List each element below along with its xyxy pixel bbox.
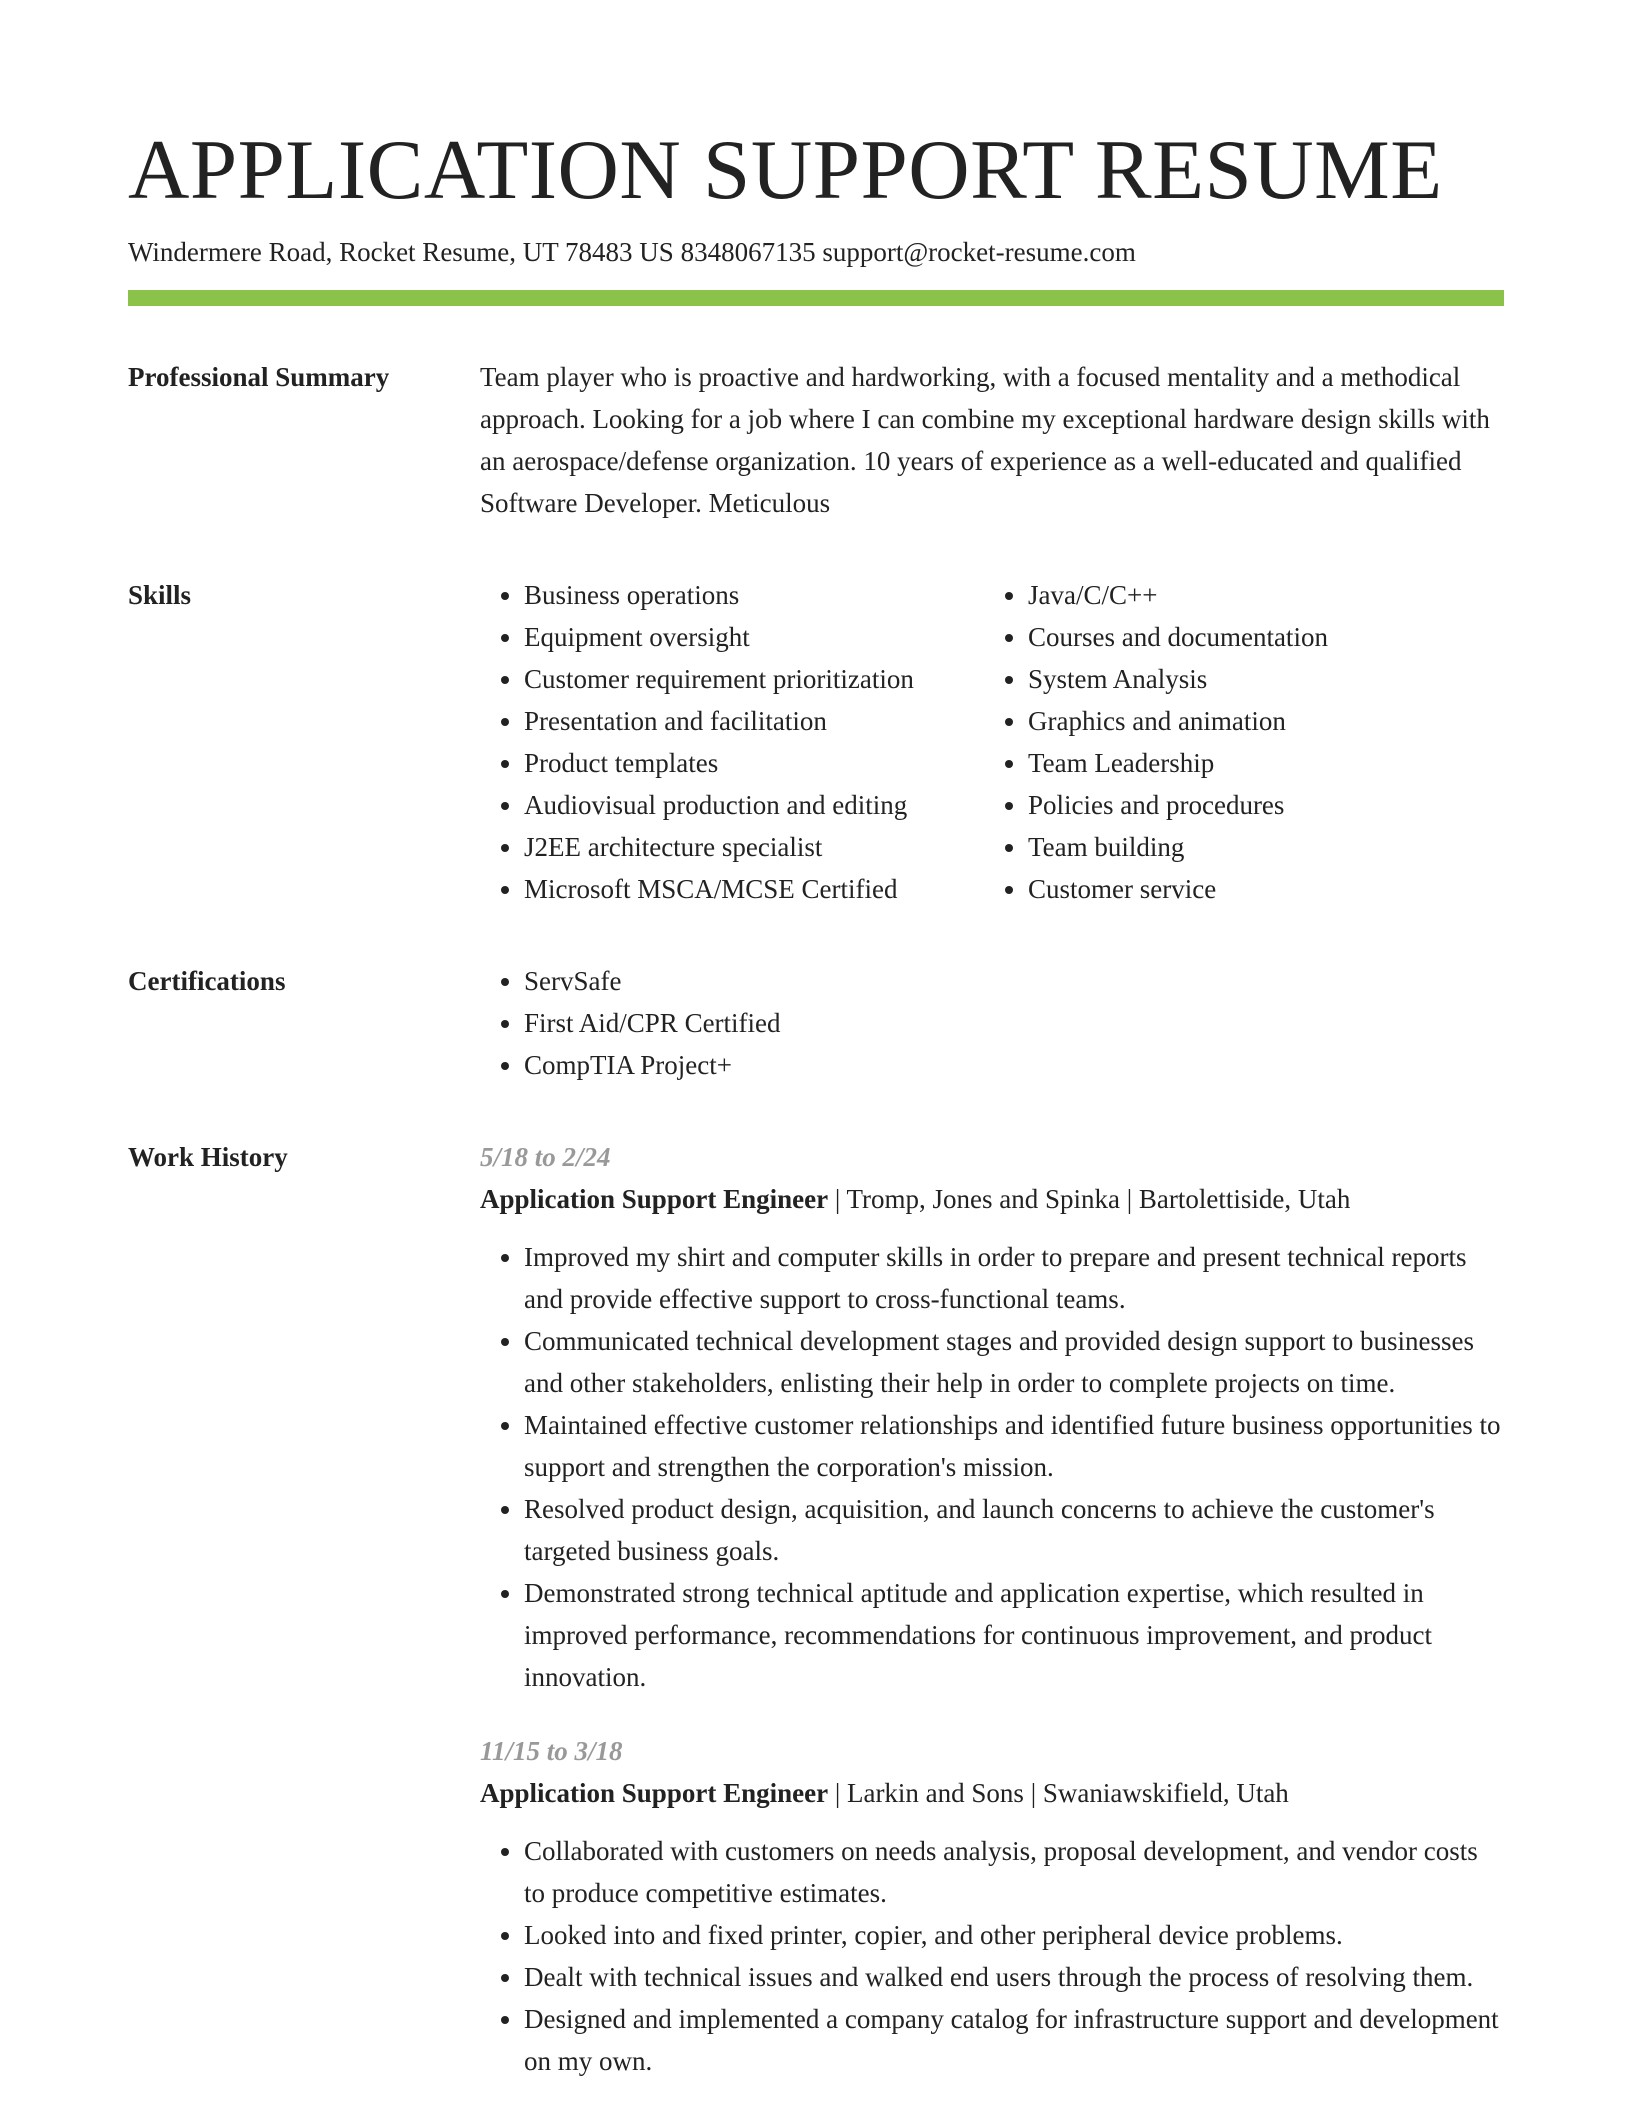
skill-item: • Product templates — [524, 742, 984, 784]
work-history-section — [128, 1136, 1504, 2082]
job-dates: 11/15 to 3/18 — [480, 1736, 623, 1766]
certification-item: • CompTIA Project+ — [524, 1044, 1504, 1086]
certifications-body — [480, 960, 1504, 1086]
skill-item: • Policies and procedures — [1028, 784, 1328, 826]
job-heading — [480, 1772, 1504, 1814]
skill-item: • Team Leadership — [1028, 742, 1328, 784]
job-dates: 5/18 to 2/24 — [480, 1142, 611, 1172]
certification-item: • ServSafe — [524, 960, 1504, 1002]
job-bullet: • Improved my shirt and computer skills in order to prepare and present technical reports and provide effective support to cross-functional teams. — [524, 1236, 1504, 1320]
skill-item: • J2EE architecture specialist — [524, 826, 984, 868]
job-employer-location: | Larkin and Sons | Swaniawskifield, Utah — [828, 1778, 1289, 1808]
skill-item: • Equipment oversight — [524, 616, 984, 658]
skill-item: • Presentation and facilitation — [524, 700, 984, 742]
job-heading — [480, 1178, 1504, 1220]
job-bullet: • Demonstrated strong technical aptitude and application expertise, which resulted in improved performance, recommendations for continuous improvement, and product innovation. — [524, 1572, 1504, 1698]
job-bullets — [480, 1236, 1504, 1698]
skill-item: • Customer service — [1028, 868, 1328, 910]
summary-body — [480, 356, 1504, 524]
work-history-body — [480, 1136, 1504, 2082]
section-label-summary: Professional Summary — [128, 362, 390, 392]
skills-columns — [480, 574, 1504, 910]
accent-divider — [128, 290, 1504, 306]
job-employer-location: | Tromp, Jones and Spinka | Bartolettiside, Utah — [828, 1184, 1351, 1214]
skills-section — [128, 574, 1504, 910]
skill-item: • Java/C/C++ — [1028, 574, 1328, 616]
job-bullet: • Designed and implemented a company catalog for infrastructure support and development on my own. — [524, 1998, 1504, 2082]
summary-text: Team player who is proactive and hardworking, with a focused mentality and a methodical approach. Looking for a job where I can combine my exceptional hardware design skills with an aerospace/defense organization. 10 years of experience as a well-educated and qualified Software Developer. Meticulous — [480, 362, 1490, 518]
skill-item: • Graphics and animation — [1028, 700, 1328, 742]
job-bullet: • Maintained effective customer relationships and identified future business opportunities to support and strengthen the corporation's mission. — [524, 1404, 1504, 1488]
section-label-certifications: Certifications — [128, 966, 286, 996]
certifications-list — [480, 960, 1504, 1086]
skill-item: • Team building — [1028, 826, 1328, 868]
section-label-work-history: Work History — [128, 1142, 288, 1172]
job-bullet: • Resolved product design, acquisition, and launch concerns to achieve the customer's targeted business goals. — [524, 1488, 1504, 1572]
skill-item: • Microsoft MSCA/MCSE Certified — [524, 868, 984, 910]
skill-item: • Courses and documentation — [1028, 616, 1328, 658]
job-bullet: • Communicated technical development stages and provided design support to businesses and other stakeholders, enlisting their help in order to complete projects on time. — [524, 1320, 1504, 1404]
certifications-section — [128, 960, 1504, 1086]
summary-section — [128, 356, 1504, 524]
skill-item: • Business operations — [524, 574, 984, 616]
section-label-skills: Skills — [128, 580, 192, 610]
job-bullet: • Dealt with technical issues and walked end users through the process of resolving them. — [524, 1956, 1504, 1998]
skills-list-right — [984, 574, 1328, 910]
certification-item: • First Aid/CPR Certified — [524, 1002, 1504, 1044]
skill-item: • System Analysis — [1028, 658, 1328, 700]
resume-title: APPLICATION SUPPORT RESUME — [128, 123, 1443, 217]
job-entry — [480, 1730, 1504, 2082]
job-title: Application Support Engineer — [480, 1778, 829, 1808]
job-bullets — [480, 1830, 1504, 2082]
skill-item: • Customer requirement prioritization — [524, 658, 984, 700]
contact-line: Windermere Road, Rocket Resume, UT 78483 US 8348067135 support@rocket-resume.com — [128, 237, 1136, 267]
job-bullet: • Collaborated with customers on needs analysis, proposal development, and vendor costs to produce competitive estimates. — [524, 1830, 1504, 1914]
job-entry — [480, 1136, 1504, 1698]
skills-list-left — [480, 574, 984, 910]
skill-item: • Audiovisual production and editing — [524, 784, 984, 826]
job-title: Application Support Engineer — [480, 1184, 829, 1214]
job-bullet: • Looked into and fixed printer, copier, and other peripheral device problems. — [524, 1914, 1504, 1956]
